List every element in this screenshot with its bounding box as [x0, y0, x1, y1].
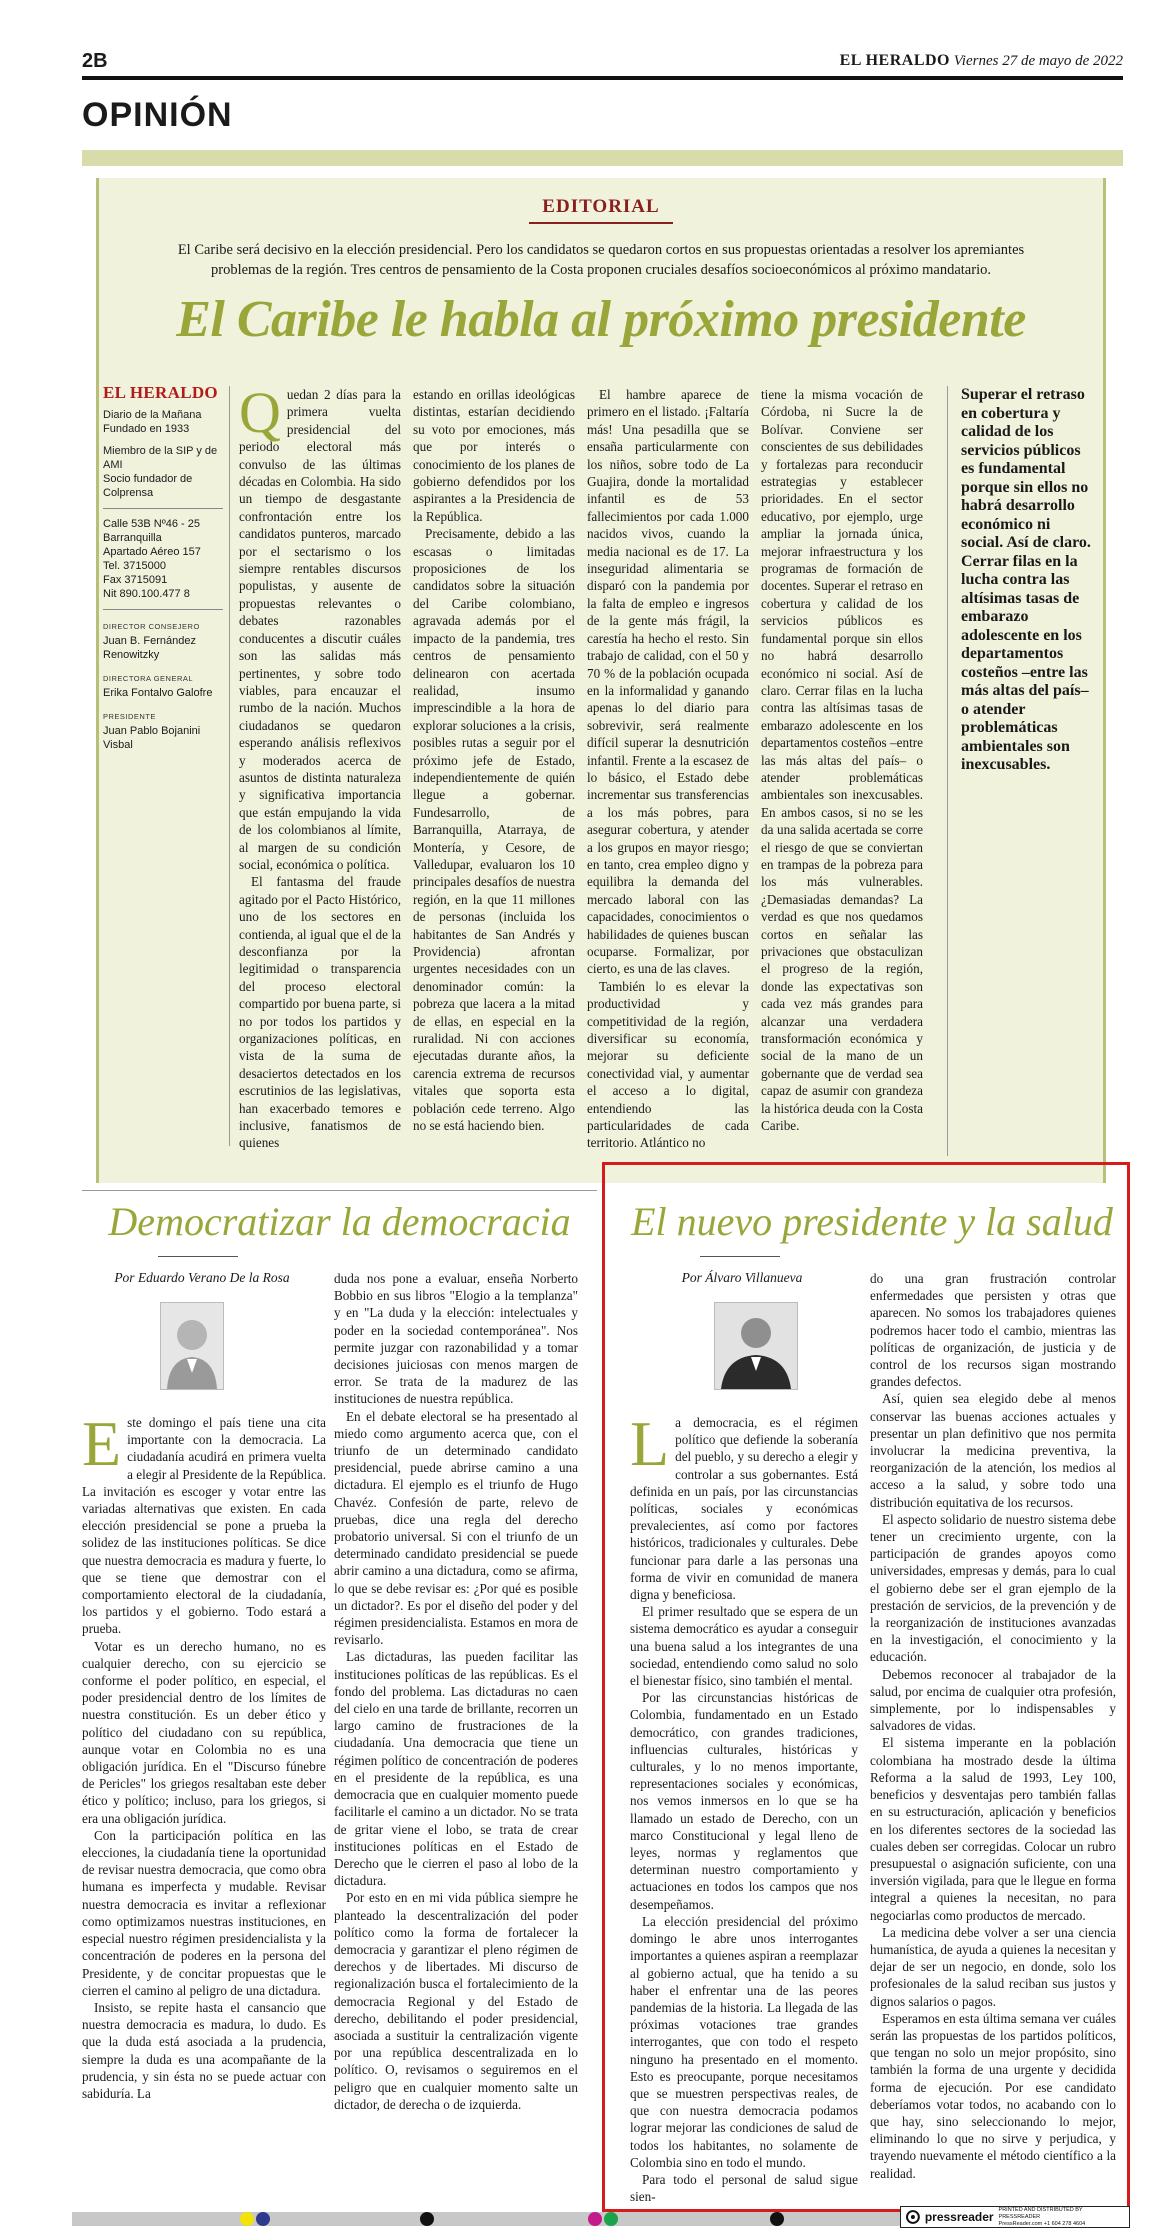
kicker-underline — [529, 222, 673, 224]
issue-date: Viernes 27 de mayo de 2022 — [953, 53, 1123, 69]
editorial-column-4 — [761, 386, 923, 1134]
article-left-column-1 — [82, 1408, 326, 2102]
paper-name: EL HERALDO — [839, 52, 950, 69]
paragraph: Con la participación política en las elecciones, la ciudadanía tiene la oportunidad de revisar nuestra democracia, que como obra humana es imperfecta y mudable. Revisar nuestra democracia es invitar a reflexionar como optimizamos nuestras instituciones, en especial nuestro régimen presidencialista y la concentración de poderes en la persona del Presidente, y de concitar propuestas que le cierren el camino al peligro de una dictadura. — [82, 1827, 326, 1998]
paragraph: a democracia, es el régimen político que defiende la soberanía del pueblo, y su derecho a elegir y controlar a sus gobernantes. Está definida en un país, por las circunstancias políticas, sociales y económicas prevalecientes, así como por factores históricos, tradicionales y culturales. Debe funcionar para darle a las personas una forma de vivir en comunidad de manera digna y beneficiosa. — [630, 1415, 858, 1603]
paragraph: También lo es elevar la productividad y competitividad de la región, diversificar su economía, mejorar su deficiente conectividad vial, y aumentar el acceso a lo digital, entendiendo las particularidades de cada territorio. Atlántico no — [587, 978, 749, 1151]
sidebar-address: Barranquilla — [103, 532, 162, 544]
paragraph: Así, quien sea elegido debe al menos conservar las buenas acciones actuales y presentar un plan definitivo que nos permita involucrar la medicina preventiva, la reorganización de la atención, los medios al acceso a la salud, y sobre todo una distribución equitativa de los recursos. — [870, 1391, 1116, 1510]
paragraph: estando en orillas ideológicas distintas, estarían decidiendo su voto por emociones, más que por interés o conocimiento de los planes de gobierno defendidos por los aspirantes a la Presidencia de la República. — [413, 387, 575, 524]
paragraph: El sistema imperante en la población colombiana ha mostrado desde la última Reforma a la salud de 1993, Ley 100, beneficios y desventajas pero también fallas en su estructuración, aplicación y beneficios en los diferentes sectores de la sociedad las cuales deben ser corregidas. Colocar un rubro presupuestal o asignación suficiente, con una inversión vigilada, para que le llegue en forma integral a quienes la necesitan, no para negociarlas como productos de mercado. — [870, 1735, 1116, 1923]
paragraph: La elección presidencial del próximo domingo le abre unos interrogantes importantes a quienes aspiran a reemplazar al gobierno actual, que ha tenido a su haber el enfrentar una de las peores pandemias de la historia. La llegada de las próximas votaciones trae grandes interrogantes, que con todo el respeto ninguno ha presentado en el momento. Esto es preocupante, porque necesitamos que se muestren perspectivas reales, de que con nuestra democracia podamos lograr mejorar las condiciones de salud de todos los habitantes, no solamente de Colombia sino en todo el mundo. — [630, 1913, 858, 2170]
pressreader-line: PressReader.com +1 604 278 4604 — [998, 2220, 1086, 2227]
byline-rule — [700, 1256, 780, 1257]
article-left-column-2 — [334, 1270, 578, 2113]
paragraph: ste domingo el país tiene una cita importante con la democracia. La ciudadanía acudirá en primera vuelta a elegir al Presidente de la República. La invitación es escoger y votar entre las variadas alternativas que existen. En cada elección presidencial se pone a prueba la solidez de las instituciones políticas. Se dice que nuestra democracia es madura y fuerte, lo que se tiene que demostrar con el comportamiento electoral de la ciudadanía, los partidos y el gobierno. Todo estará a prueba. — [82, 1415, 326, 1637]
sidebar-address: Calle 53B Nº46 - 25 — [103, 518, 200, 530]
paragraph: El aspecto solidario de nuestro sistema debe tener un crecimiento urgente, con la participación de grandes apoyos como universidades, empresas y demás, para lo cual el gobierno debe ser el gran ejemplo de la prestación de servicios, de la prevención y de la reorganización de instituciones avanzadas en la investigación, el conocimiento y la educación. — [870, 1511, 1116, 1665]
masthead — [840, 52, 1123, 70]
article-byline: Por Álvaro Villanueva — [681, 1270, 803, 1285]
paragraph: En el debate electoral se ha presentado al miedo como argumento acerca que, con el triunfo de un determinado candidato presidencial, puede abrirse camino a una dictadura. El ejemplo es el triunfo de Hugo Chavéz. Confesión de parte, relevo de pruebas, dice una regla del derecho probatorio universal. Si con el triunfo de un determinado candidato presidencial se puede abrir camino a una dictadura, como se afirma, lo que se debe revisar es: ¿Por qué es posible un dictador?. Es por el diseño del poder y del régimen presidencialista. Estamos en mora de revisarlo. — [334, 1408, 578, 1648]
paragraph: Por las circunstancias históricas de Colombia, fundamentado en un Estado democrático, con grandes tradiciones, influencias culturales, históricas y culturales, y lo no menos importante, representaciones sociales y económicas, nos vemos inmersos en lo que se ha llamado un estado de Derecho, con un marco Constitucional y legal lleno de leyes, normas y reglamentos que determinan nuestro comportamiento y actuaciones en todos los campos que nos desempeñamos. — [630, 1690, 858, 1912]
sidebar-line: Diario de la Mañana — [103, 409, 202, 421]
pressreader-logo-icon — [906, 2210, 920, 2224]
sidebar-divider — [103, 508, 223, 509]
article-headline: El nuevo presidente y la salud — [631, 1199, 1113, 1244]
el-heraldo-logo: EL HERALDO — [103, 383, 218, 402]
author-photo — [714, 1302, 798, 1390]
paragraph: Votar es un derecho humano, no es cualquier derecho, con su ejercicio se conforme el poder político, en especial, el poder presidencial dentro de los límites de nuestra constitución. Es un deber ético y político del ciudadano con su república, aunque votar en Colombia no es una obligación jurídica. En el "Discurso fúnebre de Pericles" los griegos resaltaban este deber ético y político; incluso, para los griegos, si era una obligación jurídica. — [82, 1638, 326, 1826]
paragraph: duda nos pone a evaluar, enseña Norberto Bobbio en sus libros "Elogio a la templanza" y en "La duda y la elección: intelectuales y poder en la sociedad contemporánea". Nos permite juzgar con razonabilidad y a tomar decisiones juiciosas con menos margen de error. Se trata de la madurez de las instituciones de nuestra república. — [334, 1271, 578, 1407]
editorial-column-1 — [239, 380, 401, 1152]
author-photo — [160, 1302, 224, 1390]
paragraph: Las dictaduras, las pueden facilitar las instituciones políticas de las repúblicas. Es el fondo del problema. Las dictaduras no caen del cielo en una tarde de brillante, recorren un largo camino de frustraciones de la ciudadanía. Una democracia que tiene un régimen político de concentración de poderes en el presidente de la república, es una democracia que en cualquier momento puede facilitarle el camino a un dictador. No se trata de gritar viene el lobo, se trata de crear instituciones políticas en el Estado de Derecho que le cierren el paso al lobo de la dictadura. — [334, 1649, 578, 1889]
pressreader-info — [999, 2207, 1124, 2228]
paragraph: do una gran frustración controlar enfermedades que persisten y otras que aparecen. No somos los trabajadores quienes podremos hacer todo el cambio, mientras las políticas de organización, de justicia y de control de los recursos sigan mostrando grandes defectos. — [870, 1271, 1116, 1390]
sidebar-address: Tel. 3715000 — [103, 560, 166, 572]
sidebar-role: PRESIDENTE — [103, 712, 156, 721]
sidebar-line: Socio fundador de Colprensa — [103, 473, 193, 499]
paragraph: El primer resultado que se espera de un sistema democrático es ayudar a conseguir una buena salud a los integrantes de una sociedad, entendiendo como salud no solo el bienestar físico, sino también el mental. — [630, 1604, 858, 1689]
sidebar-divider — [103, 609, 223, 610]
sidebar-name: Juan Pablo Bojanini Visbal — [103, 725, 201, 751]
article-headline: Democratizar la democracia — [108, 1199, 571, 1244]
sidebar-address: Fax 3715091 — [103, 574, 168, 586]
top-rule — [82, 76, 1123, 80]
article-right-column-1 — [630, 1408, 858, 2205]
editorial-box — [96, 178, 1106, 1183]
registration-dot — [420, 2212, 434, 2226]
article-divider — [82, 1190, 597, 1191]
sidebar-line: Miembro de la SIP y de AMI — [103, 445, 218, 471]
editorial-column-2 — [413, 386, 575, 1134]
portrait-icon — [715, 1303, 797, 1389]
paragraph: Debemos reconocer al trabajador de la salud, por encima de cualquier otra profesión, simplemente, por lo indispensables y salvadores de vidas. — [870, 1666, 1116, 1734]
registration-dot — [256, 2212, 270, 2226]
paragraph: Precisamente, debido a las escasas o limitadas proposiciones de los candidatos sobre la situación del Caribe colombiano, agravada además por el impacto de la pandemia, tres centros de pensamiento delinearon con acertada realidad, insumo imprescindible a la hora de explorar soluciones a la crisis, posibles rutas a seguir por el próximo jefe de Estado, independientemente de quién llegue a gobernar. Fundesarrollo, de Barranquilla, Atarraya, de Montería, y Cesore, de Valledupar, evaluaron los 10 principales desafíos de nuestra región, en la que 11 millones de personas (incluida los habitantes de San Andrés y Providencia) afrontan urgentes necesidades con un denominador común: la pobreza que lacera a la mitad de ellas, en especial en la ruralidad. Ni con acciones ejecutadas durante años, la carencia extrema de recursos vitales que soporta esta población cede terreno. Algo no se está haciendo bien. — [413, 526, 575, 1134]
paragraph: El fantasma del fraude agitado por el Pacto Histórico, uno de los sectores en contienda, al igual que el de la desconfianza por la legitimidad o transparencia del proceso electoral compartido por buena parte, si no por todos los partidos y organizaciones políticas, en vista de la suma de desaciertos detectados en los escrutinios de las legislativas, han exacerbado temores e inclusive, fanatismos de quienes — [239, 874, 401, 1151]
editorial-deck: El Caribe será decisivo en la elección presidencial. Pero los candidatos se quedaron cortos en sus propuestas orientadas a resolver los apremiantes problemas de la región. Tres centros de pensamiento de la Costa proponen cruciales desafíos socioeconómicos al próximo mandatario. — [177, 242, 1025, 278]
paragraph: El hambre aparece de primero en el listado. ¡Faltaría más! Una pesadilla que se ensaña particularmente con los niños, sobre todo de La Guajira, donde la mortalidad infantil es de 53 fallecimientos por cada 1.000 nacidos vivos, cuando la media nacional es de 17. La inseguridad alimentaria se disparó con la pandemia por la falta de empleo e ingresos de la gente más frágil, la carestía ha hecho el resto. Sin trabajo de calidad, con el 50 y 70 % de la población ocupada en la informalidad y ganando apenas lo del diario para sobrevivir, será realmente difícil superar la desnutrición infantil. Frente a la escasez de lo básico, el Estado debe incrementar sus transferencias a los más pobres, para asegurar cobertura, y atender a los grupos en mayor riesgo; en tanto, crea empleo digno y equilibra la demanda del mercado laboral con las capacidades, conocimientos o habilidades de quienes buscan ocuparse. Formalizar, por cierto, es una de las claves. — [587, 387, 749, 977]
article-right-column-2 — [870, 1270, 1116, 2182]
portrait-icon — [161, 1303, 223, 1389]
section-title: OPINIÓN — [82, 96, 233, 134]
paragraph: tiene la misma vocación de Córdoba, ni Sucre la de Bolívar. Conviene ser conscientes de sus debilidades y fortalezas para reconducir estrategias y establecer prioridades. En el sector educativo, por ejemplo, urge ampliar la jornada única, mejorar infraestructura y los programas de formación de docentes. Superar el retraso en cobertura y calidad de los servicios públicos es fundamental porque sin ellos no habrá desarrollo económico ni social. Así de claro. Cerrar filas en la lucha contra las altísimas tasas de embarazo adolescente en los departamentos costeños –entre las más altas del país– o atender problemáticas ambientales son inexcusables. En ambos casos, si no se les da una salida acertada se corre el riesgo de que se conviertan en trampas de la pobreza para los más vulnerables. ¿Demasiadas demandas? La verdad es que nos quedamos cortos en señalar las privaciones que obstaculizan el progreso de la región, donde las expectativas son cada vez más grandes para alcanzar una verdadera transformación económica y social de la mano de un gobernante que de verdad sea capaz de asumir con grandeza la histórica deuda con la Costa Caribe. — [761, 387, 923, 1134]
editorial-column-3 — [587, 386, 749, 1152]
pressreader-name: pressreader — [924, 2210, 994, 2224]
dropcap: Q — [239, 380, 281, 445]
page-number: 2B — [82, 50, 108, 72]
paragraph: Por esto en en mi vida pública siempre he planteado la descentralización del poder político como la forma de fortalecer la democracia y garantizar el pleno régimen de derechos y de libertades. Mi discurso de regionalización busca el fortalecimiento de la democracia Regional y del Estado de derecho, debilitando el poder presidencial, asociada a sustituir la centralización vigente por una república descentralizada en lo político. O, revisamos o seguiremos en el peligro que en cualquier momento salte un dictador, de derecha o de izquierda. — [334, 1890, 578, 2112]
sidebar-address: Apartado Aéreo 157 — [103, 546, 201, 558]
paragraph: Esperamos en esta última semana ver cuáles serán las propuestas de los partidos políticos, que tengan no solo un mejor propósito, sino también la forma de una urgente y decidida forma de ejecución. Por ese candidato deberíamos votar todos, no acabando con lo que hay, sino seleccionando lo mejor, eliminando lo que no sirve y perjudica, y trayendo nuevamente el método científico a la realidad. — [870, 2010, 1116, 2181]
sidebar-role: DIRECTORA GENERAL — [103, 674, 194, 683]
registration-dot — [770, 2212, 784, 2226]
column-rule — [947, 386, 948, 1156]
registration-dot — [604, 2212, 618, 2226]
paragraph: Para todo el personal de salud sigue sien- — [630, 2171, 858, 2205]
dropcap: E — [82, 1408, 122, 1479]
pressreader-badge[interactable] — [900, 2206, 1130, 2228]
sidebar-line: Fundado en 1933 — [103, 423, 190, 435]
editorial-headline: El Caribe le habla al próximo presidente — [176, 291, 1026, 348]
dropcap: L — [630, 1408, 670, 1479]
pressreader-line: PRINTED AND DISTRIBUTED BY PRESSREADER — [998, 2206, 1083, 2220]
editorial-kicker: EDITORIAL — [542, 196, 660, 217]
paragraph: uedan 2 días para la primera vuelta presidencial del periodo electoral más convulso de las últimas décadas en Colombia. Ha sido un tiempo de desgastante confrontación entre los candidatos punteros, marcado por el sectarismo o los siempre rentables discursos populistas, y ausente de propuestas relevantes o debates razonables conducentes a discutir cuáles son las salidas más pertinentes, y sobre todo viables, para encauzar el rumbo de la nación. Muchos ciudadanos se quedaron esperando análisis reflexivos y moderados acerca de asuntos de distinta naturaleza y significativa importancia que están empujando la vida de los colombianos al límite, al margen de su condición social, económica o política. — [239, 387, 401, 872]
sidebar-role: DIRECTOR CONSEJERO — [103, 622, 200, 631]
paragraph: Insisto, se repite hasta el cansancio que nuestra democracia es madura, lo dudo. Es que la duda está asociada a la prudencia, siempre la duda es una acompañante de la prudencia, y sin ésta no se puede actuar con sabiduría. La — [82, 1999, 326, 2101]
registration-dot — [588, 2212, 602, 2226]
article-byline: Por Eduardo Verano De la Rosa — [114, 1270, 290, 1285]
masthead-sidebar — [103, 383, 223, 752]
sidebar-address: Nit 890.100.477 8 — [103, 588, 190, 600]
byline-rule — [158, 1256, 238, 1257]
column-rule — [229, 386, 230, 1146]
registration-dot — [240, 2212, 254, 2226]
sidebar-name: Erika Fontalvo Galofre — [103, 687, 213, 699]
sidebar-name: Juan B. Fernández Renowitzky — [103, 635, 196, 661]
paragraph: La medicina debe volver a ser una ciencia humanística, de ayuda a quienes la necesitan y dejar de ser un negocio, en donde, solo los profesionales de la salud reciban sus justos y dignos salarios o pagos. — [870, 1924, 1116, 2009]
pull-quote: Superar el retraso en cobertura y calidad de los servicios públicos es fundamental porque sin ellos no habrá desarrollo económico ni social. Así de claro. Cerrar filas en la lucha contra las altísimas tasas de embarazo adolescente en los departamentos costeños –entre las más altas del país– o atender problemáticas ambientales son inexcusables. — [961, 386, 1091, 773]
section-band — [82, 150, 1123, 166]
